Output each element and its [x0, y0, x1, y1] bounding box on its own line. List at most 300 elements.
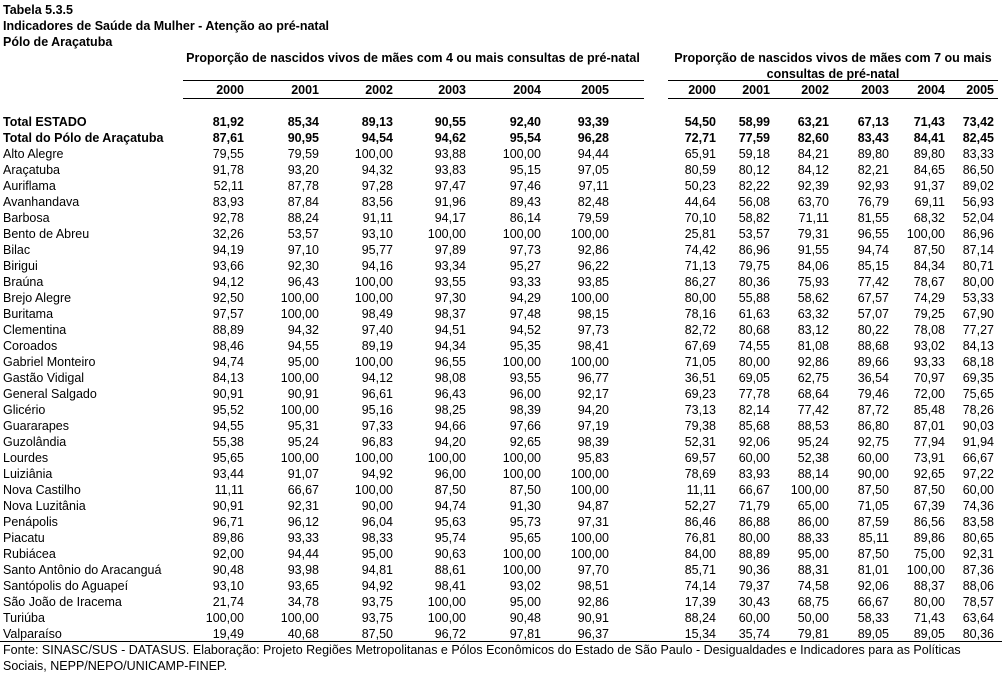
- municipality-name: Guararapes: [3, 419, 70, 433]
- table-cell: 94,29: [509, 291, 541, 305]
- table-cell: 71,43: [913, 115, 945, 129]
- table-cell: 65,00: [797, 499, 829, 513]
- municipality-name: Brejo Alegre: [3, 291, 72, 305]
- table-cell: 94,92: [361, 467, 393, 481]
- table-cell: 92,86: [577, 243, 609, 257]
- table-cell: 92,65: [509, 435, 541, 449]
- table-cell: 90,03: [962, 419, 994, 433]
- table-cell: 90,91: [577, 611, 609, 625]
- year-header: 2005: [966, 83, 994, 97]
- table-cell: 71,79: [738, 499, 770, 513]
- table-cell: 96,72: [434, 627, 466, 641]
- table-cell: 69,35: [962, 371, 994, 385]
- table-cell: 80,00: [684, 291, 716, 305]
- municipality-name: São João de Iracema: [3, 595, 122, 609]
- year-divider-right: [668, 98, 998, 99]
- table-cell: 94,19: [212, 243, 244, 257]
- table-cell: 100,00: [427, 595, 466, 609]
- table-cell: 56,08: [738, 195, 770, 209]
- table-cell: 88,24: [684, 611, 716, 625]
- table-cell: 81,55: [857, 211, 889, 225]
- table-cell: 95,15: [509, 163, 541, 177]
- table-cell: 100,00: [205, 611, 244, 625]
- table-cell: 79,31: [797, 227, 829, 241]
- table-cell: 100,00: [280, 291, 319, 305]
- table-row: [0, 114, 1002, 130]
- table-row: [0, 290, 1002, 306]
- table-cell: 100,00: [280, 307, 319, 321]
- table-cell: 95,54: [509, 131, 541, 145]
- table-cell: 92,39: [797, 179, 829, 193]
- table-cell: 77,27: [962, 323, 994, 337]
- table-cell: 97,73: [509, 243, 541, 257]
- table-cell: 76,79: [857, 195, 889, 209]
- table-cell: 80,00: [913, 595, 945, 609]
- table-cell: 74,55: [738, 339, 770, 353]
- table-cell: 100,00: [502, 467, 541, 481]
- municipality-name: Coroados: [3, 339, 58, 353]
- table-cell: 91,37: [913, 179, 945, 193]
- table-cell: 80,71: [962, 259, 994, 273]
- table-cell: 89,86: [913, 531, 945, 545]
- table-cell: 92,06: [738, 435, 770, 449]
- table-cell: 87,36: [962, 563, 994, 577]
- table-cell: 89,19: [361, 339, 393, 353]
- table-cell: 96,55: [434, 355, 466, 369]
- table-cell: 94,52: [509, 323, 541, 337]
- group-divider-left: [183, 80, 644, 81]
- table-cell: 95,16: [361, 403, 393, 417]
- table-cell: 92,65: [913, 467, 945, 481]
- table-cell: 92,17: [577, 387, 609, 401]
- table-cell: 19,49: [212, 627, 244, 641]
- table-cell: 97,31: [577, 515, 609, 529]
- table-cell: 70,10: [684, 211, 716, 225]
- table-cell: 82,48: [577, 195, 609, 209]
- table-cell: 100,00: [570, 467, 609, 481]
- table-cell: 78,57: [962, 595, 994, 609]
- table-row: [0, 210, 1002, 226]
- table-cell: 74,29: [913, 291, 945, 305]
- table-cell: 71,05: [684, 355, 716, 369]
- table-cell: 89,66: [857, 355, 889, 369]
- table-cell: 88,06: [962, 579, 994, 593]
- table-row: [0, 482, 1002, 498]
- table-cell: 63,70: [797, 195, 829, 209]
- table-cell: 100,00: [570, 547, 609, 561]
- table-cell: 93,88: [434, 147, 466, 161]
- table-cell: 82,22: [738, 179, 770, 193]
- table-cell: 93,85: [577, 275, 609, 289]
- municipality-name: Braúna: [3, 275, 44, 289]
- table-cell: 90,55: [434, 115, 466, 129]
- table-cell: 74,36: [962, 499, 994, 513]
- table-cell: 95,35: [509, 339, 541, 353]
- table-cell: 92,93: [857, 179, 889, 193]
- table-cell: 62,75: [797, 371, 829, 385]
- table-cell: 77,42: [857, 275, 889, 289]
- table-cell: 90,00: [361, 499, 393, 513]
- table-cell: 82,72: [684, 323, 716, 337]
- table-cell: 89,80: [913, 147, 945, 161]
- table-cell: 97,70: [577, 563, 609, 577]
- table-cell: 97,30: [434, 291, 466, 305]
- table-cell: 96,28: [577, 131, 609, 145]
- municipality-name: Gabriel Monteiro: [3, 355, 96, 369]
- table-cell: 25,81: [684, 227, 716, 241]
- table-cell: 77,59: [738, 131, 770, 145]
- table-cell: 84,06: [797, 259, 829, 273]
- table-cell: 79,55: [212, 147, 244, 161]
- table-cell: 97,47: [434, 179, 466, 193]
- table-cell: 68,32: [913, 211, 945, 225]
- table-cell: 100,00: [427, 611, 466, 625]
- year-header: 2005: [581, 83, 609, 97]
- table-cell: 34,78: [287, 595, 319, 609]
- table-cell: 66,67: [287, 483, 319, 497]
- table-cell: 89,05: [857, 627, 889, 641]
- table-cell: 92,40: [509, 115, 541, 129]
- table-row: [0, 562, 1002, 578]
- table-cell: 78,69: [684, 467, 716, 481]
- year-header: 2003: [861, 83, 889, 97]
- municipality-name: Araçatuba: [3, 163, 60, 177]
- table-cell: 96,77: [577, 371, 609, 385]
- table-cell: 88,53: [797, 419, 829, 433]
- table-row: [0, 450, 1002, 466]
- group-divider-right: [668, 80, 998, 81]
- table-cell: 97,33: [361, 419, 393, 433]
- table-cell: 83,93: [738, 467, 770, 481]
- table-cell: 90,91: [287, 387, 319, 401]
- table-cell: 94,20: [434, 435, 466, 449]
- table-cell: 87,14: [962, 243, 994, 257]
- table-cell: 92,00: [212, 547, 244, 561]
- table-cell: 96,04: [361, 515, 393, 529]
- table-cell: 79,59: [577, 211, 609, 225]
- table-cell: 79,75: [738, 259, 770, 273]
- table-cell: 78,67: [913, 275, 945, 289]
- table-cell: 88,33: [797, 531, 829, 545]
- table-cell: 84,65: [913, 163, 945, 177]
- table-cell: 67,13: [857, 115, 889, 129]
- table-cell: 84,41: [913, 131, 945, 145]
- table-row: [0, 626, 1002, 642]
- table-cell: 87,50: [913, 483, 945, 497]
- table-cell: 96,71: [212, 515, 244, 529]
- table-row: [0, 530, 1002, 546]
- table-cell: 78,08: [913, 323, 945, 337]
- year-header: 2004: [513, 83, 541, 97]
- table-cell: 68,64: [797, 387, 829, 401]
- table-cell: 80,59: [684, 163, 716, 177]
- table-cell: 66,67: [962, 451, 994, 465]
- table-cell: 96,83: [361, 435, 393, 449]
- table-cell: 100,00: [502, 355, 541, 369]
- table-cell: 81,92: [212, 115, 244, 129]
- table-cell: 63,21: [797, 115, 829, 129]
- table-cell: 71,11: [798, 211, 829, 225]
- table-cell: 84,13: [212, 371, 244, 385]
- year-header: 2002: [801, 83, 829, 97]
- table-cell: 96,12: [287, 515, 319, 529]
- table-cell: 94,16: [361, 259, 393, 273]
- table-cell: 93,65: [287, 579, 319, 593]
- table-cell: 69,23: [684, 387, 716, 401]
- table-cell: 96,55: [857, 227, 889, 241]
- table-cell: 91,11: [362, 211, 393, 225]
- table-cell: 96,43: [434, 387, 466, 401]
- table-cell: 75,93: [797, 275, 829, 289]
- table-cell: 80,00: [738, 355, 770, 369]
- table-cell: 96,00: [509, 387, 541, 401]
- table-cell: 96,37: [577, 627, 609, 641]
- table-cell: 80,36: [738, 275, 770, 289]
- table-cell: 93,10: [361, 227, 393, 241]
- table-cell: 79,59: [287, 147, 319, 161]
- municipality-name: General Salgado: [3, 387, 97, 401]
- table-row: [0, 578, 1002, 594]
- table-cell: 93,75: [361, 611, 393, 625]
- table-cell: 93,33: [913, 355, 945, 369]
- table-cell: 80,68: [738, 323, 770, 337]
- table-cell: 93,66: [212, 259, 244, 273]
- year-header: 2002: [365, 83, 393, 97]
- table-cell: 100,00: [427, 451, 466, 465]
- table-cell: 98,51: [577, 579, 609, 593]
- table-cell: 60,00: [962, 483, 994, 497]
- table-cell: 96,43: [287, 275, 319, 289]
- table-cell: 100,00: [354, 275, 393, 289]
- table-cell: 74,42: [684, 243, 716, 257]
- table-cell: 74,58: [797, 579, 829, 593]
- table-cell: 54,50: [684, 115, 716, 129]
- table-cell: 80,00: [738, 531, 770, 545]
- table-cell: 95,77: [361, 243, 393, 257]
- table-cell: 91,30: [509, 499, 541, 513]
- table-cell: 95,83: [577, 451, 609, 465]
- table-cell: 97,66: [509, 419, 541, 433]
- table-cell: 92,86: [577, 595, 609, 609]
- table-row: [0, 306, 1002, 322]
- table-cell: 91,78: [212, 163, 244, 177]
- table-cell: 98,41: [577, 339, 609, 353]
- year-header: 2000: [216, 83, 244, 97]
- table-cell: 88,31: [797, 563, 829, 577]
- table-cell: 86,27: [684, 275, 716, 289]
- table-row: [0, 130, 1002, 146]
- table-cell: 68,75: [797, 595, 829, 609]
- table-cell: 92,31: [287, 499, 319, 513]
- table-cell: 98,49: [361, 307, 393, 321]
- table-cell: 66,67: [738, 483, 770, 497]
- table-number: Tabela 5.3.5: [3, 3, 73, 17]
- table-cell: 93,33: [287, 531, 319, 545]
- table-cell: 35,74: [738, 627, 770, 641]
- table-cell: 97,10: [287, 243, 319, 257]
- table-cell: 32,26: [212, 227, 244, 241]
- table-cell: 90,48: [212, 563, 244, 577]
- table-cell: 11,11: [686, 483, 716, 497]
- table-cell: 30,43: [738, 595, 770, 609]
- table-cell: 75,00: [913, 547, 945, 561]
- table-cell: 97,89: [434, 243, 466, 257]
- year-divider-left: [183, 98, 644, 99]
- table-cell: 100,00: [354, 291, 393, 305]
- table-cell: 77,78: [738, 387, 770, 401]
- table-cell: 93,10: [212, 579, 244, 593]
- table-cell: 71,13: [684, 259, 716, 273]
- table-cell: 94,87: [577, 499, 609, 513]
- table-cell: 94,92: [361, 579, 393, 593]
- table-cell: 90,95: [287, 131, 319, 145]
- table-cell: 100,00: [570, 227, 609, 241]
- table-cell: 92,06: [857, 579, 889, 593]
- table-cell: 52,11: [213, 179, 244, 193]
- table-cell: 92,31: [962, 547, 994, 561]
- table-cell: 58,82: [738, 211, 770, 225]
- table-cell: 74,14: [684, 579, 716, 593]
- table-cell: 52,31: [684, 435, 716, 449]
- table-cell: 86,96: [738, 243, 770, 257]
- table-row: [0, 498, 1002, 514]
- table-cell: 92,75: [857, 435, 889, 449]
- table-cell: 87,72: [857, 403, 889, 417]
- municipality-name: Buritama: [3, 307, 54, 321]
- table-cell: 67,39: [913, 499, 945, 513]
- table-cell: 96,61: [361, 387, 393, 401]
- table-cell: 88,14: [797, 467, 829, 481]
- table-cell: 95,00: [797, 547, 829, 561]
- table-cell: 79,46: [857, 387, 889, 401]
- table-cell: 91,94: [962, 435, 994, 449]
- year-header: 2001: [742, 83, 770, 97]
- table-cell: 94,12: [212, 275, 244, 289]
- source-note: Fonte: SINASC/SUS - DATASUS. Elaboração: Projeto Regiões Metropolitanas e Pólos Econômicos do Estado de São Paulo - Desigualdades e Indicadores para as Políticas Sociais, NEPP/NEPO/UNICAMP-FINEP.: [3, 643, 961, 673]
- table-cell: 98,15: [577, 307, 609, 321]
- municipality-name: Turiúba: [3, 611, 45, 625]
- table-cell: 60,00: [738, 451, 770, 465]
- table-cell: 65,91: [684, 147, 716, 161]
- table-cell: 100,00: [354, 451, 393, 465]
- table-cell: 98,37: [434, 307, 466, 321]
- table-cell: 93,44: [212, 467, 244, 481]
- table-cell: 58,99: [738, 115, 770, 129]
- municipality-name: Bento de Abreu: [3, 227, 90, 241]
- table-cell: 86,50: [962, 163, 994, 177]
- table-cell: 44,64: [684, 195, 716, 209]
- table-cell: 97,19: [577, 419, 609, 433]
- table-cell: 50,23: [684, 179, 716, 193]
- table-cell: 84,00: [684, 547, 716, 561]
- table-cell: 75,65: [962, 387, 994, 401]
- year-header: 2001: [291, 83, 319, 97]
- table-cell: 59,18: [738, 147, 770, 161]
- table-cell: 86,00: [797, 515, 829, 529]
- table-cell: 95,73: [509, 515, 541, 529]
- table-cell: 94,17: [434, 211, 466, 225]
- table-cell: 85,71: [684, 563, 716, 577]
- table-cell: 95,24: [797, 435, 829, 449]
- table-cell: 66,67: [857, 595, 889, 609]
- table-cell: 94,51: [434, 323, 466, 337]
- table-cell: 94,55: [287, 339, 319, 353]
- table-cell: 56,93: [962, 195, 994, 209]
- table-cell: 96,00: [434, 467, 466, 481]
- table-cell: 67,57: [857, 291, 889, 305]
- table-cell: 87,50: [361, 627, 393, 641]
- table-cell: 100,00: [280, 451, 319, 465]
- table-cell: 53,57: [738, 227, 770, 241]
- table-cell: 94,74: [212, 355, 244, 369]
- table-cell: 94,32: [287, 323, 319, 337]
- municipality-name: Rubiácea: [3, 547, 56, 561]
- table-cell: 82,14: [738, 403, 770, 417]
- table-title: Indicadores de Saúde da Mulher - Atenção ao pré-natal: [3, 19, 329, 33]
- table-cell: 81,01: [857, 563, 889, 577]
- table-cell: 92,86: [797, 355, 829, 369]
- municipality-name: Total ESTADO: [3, 115, 87, 129]
- table-cell: 94,44: [577, 147, 609, 161]
- table-cell: 55,38: [212, 435, 244, 449]
- table-cell: 98,39: [577, 435, 609, 449]
- table-cell: 98,39: [509, 403, 541, 417]
- table-cell: 86,14: [509, 211, 541, 225]
- municipality-name: Piacatu: [3, 531, 45, 545]
- table-cell: 80,36: [962, 627, 994, 641]
- municipality-name: Birigui: [3, 259, 38, 273]
- table-cell: 83,43: [857, 131, 889, 145]
- table-cell: 52,04: [962, 211, 994, 225]
- table-cell: 92,30: [287, 259, 319, 273]
- table-cell: 68,18: [962, 355, 994, 369]
- table-cell: 93,02: [913, 339, 945, 353]
- table-cell: 100,00: [354, 355, 393, 369]
- table-cell: 78,16: [684, 307, 716, 321]
- table-cell: 97,11: [578, 179, 609, 193]
- table-cell: 93,02: [509, 579, 541, 593]
- municipality-name: Auriflama: [3, 179, 56, 193]
- table-row: [0, 370, 1002, 386]
- municipality-name: Valparaíso: [3, 627, 62, 641]
- table-cell: 97,81: [509, 627, 541, 641]
- table-cell: 98,08: [434, 371, 466, 385]
- table-cell: 86,46: [684, 515, 716, 529]
- table-cell: 87,84: [287, 195, 319, 209]
- table-cell: 94,74: [857, 243, 889, 257]
- table-cell: 97,22: [962, 467, 994, 481]
- table-cell: 97,05: [577, 163, 609, 177]
- table-cell: 95,00: [287, 355, 319, 369]
- table-cell: 89,80: [857, 147, 889, 161]
- table-cell: 93,98: [287, 563, 319, 577]
- year-header: 2004: [917, 83, 945, 97]
- table-cell: 52,27: [684, 499, 716, 513]
- table-cell: 97,57: [212, 307, 244, 321]
- table-cell: 89,86: [212, 531, 244, 545]
- table-cell: 67,69: [684, 339, 716, 353]
- table-cell: 94,55: [212, 419, 244, 433]
- municipality-name: Penápolis: [3, 515, 58, 529]
- table-cell: 58,62: [797, 291, 829, 305]
- table-cell: 69,11: [914, 195, 945, 209]
- table-cell: 100,00: [570, 531, 609, 545]
- table-cell: 95,00: [509, 595, 541, 609]
- table-row: [0, 274, 1002, 290]
- table-cell: 83,33: [962, 147, 994, 161]
- table-cell: 84,21: [797, 147, 829, 161]
- table-cell: 73,42: [962, 115, 994, 129]
